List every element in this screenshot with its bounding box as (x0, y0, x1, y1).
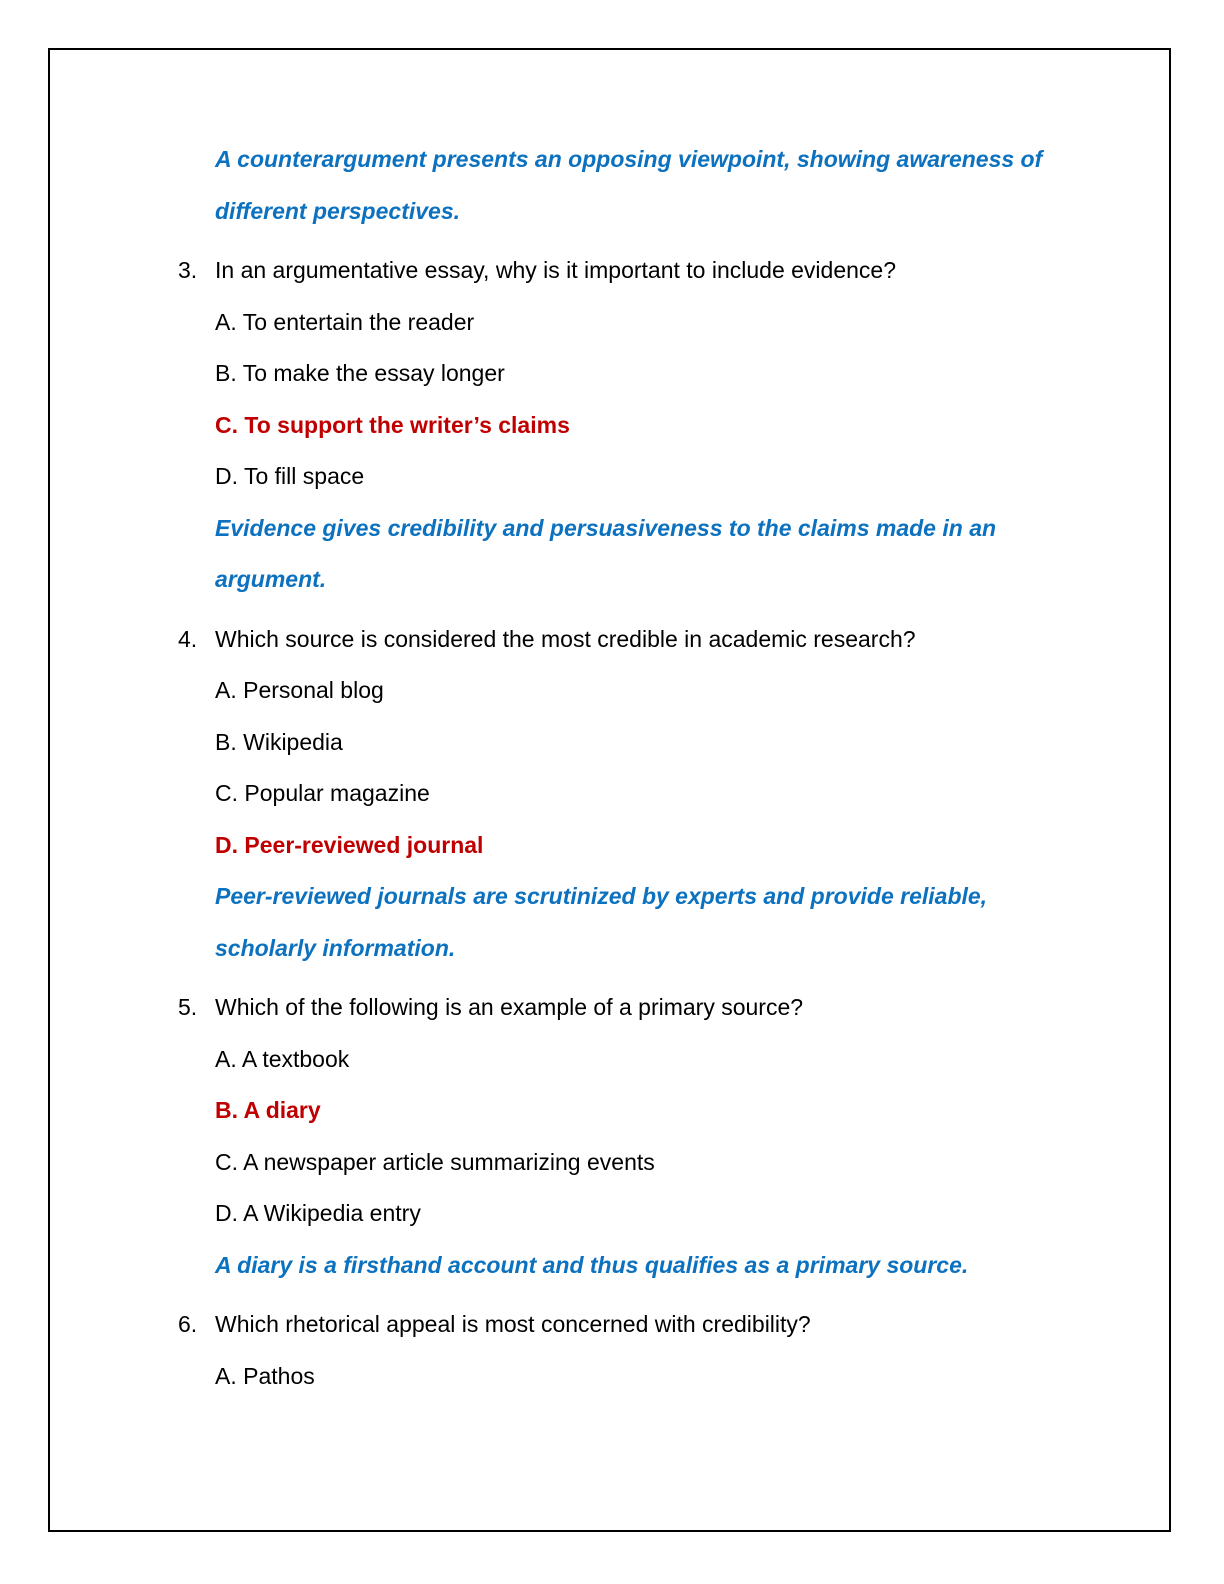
option-label: A. (215, 1045, 237, 1072)
option-label: D. (215, 1200, 238, 1226)
option-text: To entertain the reader (242, 308, 475, 335)
option-a (215, 665, 1063, 717)
option-text: Wikipedia (243, 728, 343, 755)
explanation-text: Peer-reviewed journals are scrutinized by experts and provide reliable, scholarly information. (215, 883, 988, 961)
option-label: D. (215, 463, 238, 489)
option-b-correct-answer (215, 1085, 1063, 1137)
option-label: B. (215, 1097, 238, 1123)
option-text: Personal blog (243, 677, 384, 703)
question-3 (178, 245, 1063, 606)
question-4 (178, 614, 1063, 975)
option-text: To support the writer’s claims (244, 411, 570, 438)
option-text: A diary (243, 1097, 321, 1123)
option-label: A. (215, 1362, 237, 1389)
question-number: 3. (178, 257, 198, 283)
option-d-correct-answer (215, 820, 1063, 872)
question-5 (178, 982, 1063, 1291)
option-text: A Wikipedia entry (243, 1200, 421, 1226)
question-number: 4. (178, 625, 198, 652)
question-number: 6. (178, 1311, 198, 1337)
explanation-text: A counterargument presents an opposing viewpoint, showing awareness of different perspectives. (215, 146, 1043, 224)
question-text: In an argumentative essay, why is it important to include evidence? (215, 257, 896, 283)
explanation-text: A diary is a firsthand account and thus qualifies as a primary source. (215, 1251, 969, 1278)
question-line (178, 245, 1063, 297)
question-text: Which of the following is an example of a primary source? (215, 994, 804, 1020)
option-c (215, 1137, 1063, 1189)
question-text: Which rhetorical appeal is most concerned with credibility? (215, 1311, 811, 1337)
option-label: B. (215, 360, 237, 386)
question-line (178, 982, 1063, 1034)
question-6 (178, 1299, 1063, 1402)
option-d (215, 1188, 1063, 1240)
option-c-correct-answer (215, 400, 1063, 452)
option-text: To make the essay longer (242, 360, 505, 386)
option-label: A. (215, 308, 237, 335)
option-label: B. (215, 728, 237, 755)
option-b (215, 348, 1063, 400)
document-page (178, 134, 1063, 1402)
question-line (178, 614, 1063, 666)
option-text: A textbook (241, 1045, 350, 1072)
option-label: C. (215, 1148, 238, 1175)
option-a (215, 297, 1063, 349)
option-b (215, 717, 1063, 769)
option-text: Peer-reviewed journal (244, 831, 484, 858)
option-a (215, 1034, 1063, 1086)
option-label: A. (215, 677, 237, 703)
option-text: Pathos (243, 1362, 315, 1389)
option-text: To fill space (243, 463, 365, 489)
option-label: D. (215, 831, 238, 858)
option-d (215, 451, 1063, 503)
option-label: C. (215, 780, 238, 806)
option-c (215, 768, 1063, 820)
question-number: 5. (178, 994, 198, 1020)
option-a (215, 1351, 1063, 1403)
question-line (178, 1299, 1063, 1351)
option-text: Popular magazine (244, 780, 430, 806)
question-text: Which source is considered the most credible in academic research? (215, 625, 916, 652)
explanation-text: Evidence gives credibility and persuasiveness to the claims made in an argument. (215, 514, 997, 592)
option-label: C. (215, 411, 238, 438)
option-text: A newspaper article summarizing events (243, 1148, 655, 1175)
